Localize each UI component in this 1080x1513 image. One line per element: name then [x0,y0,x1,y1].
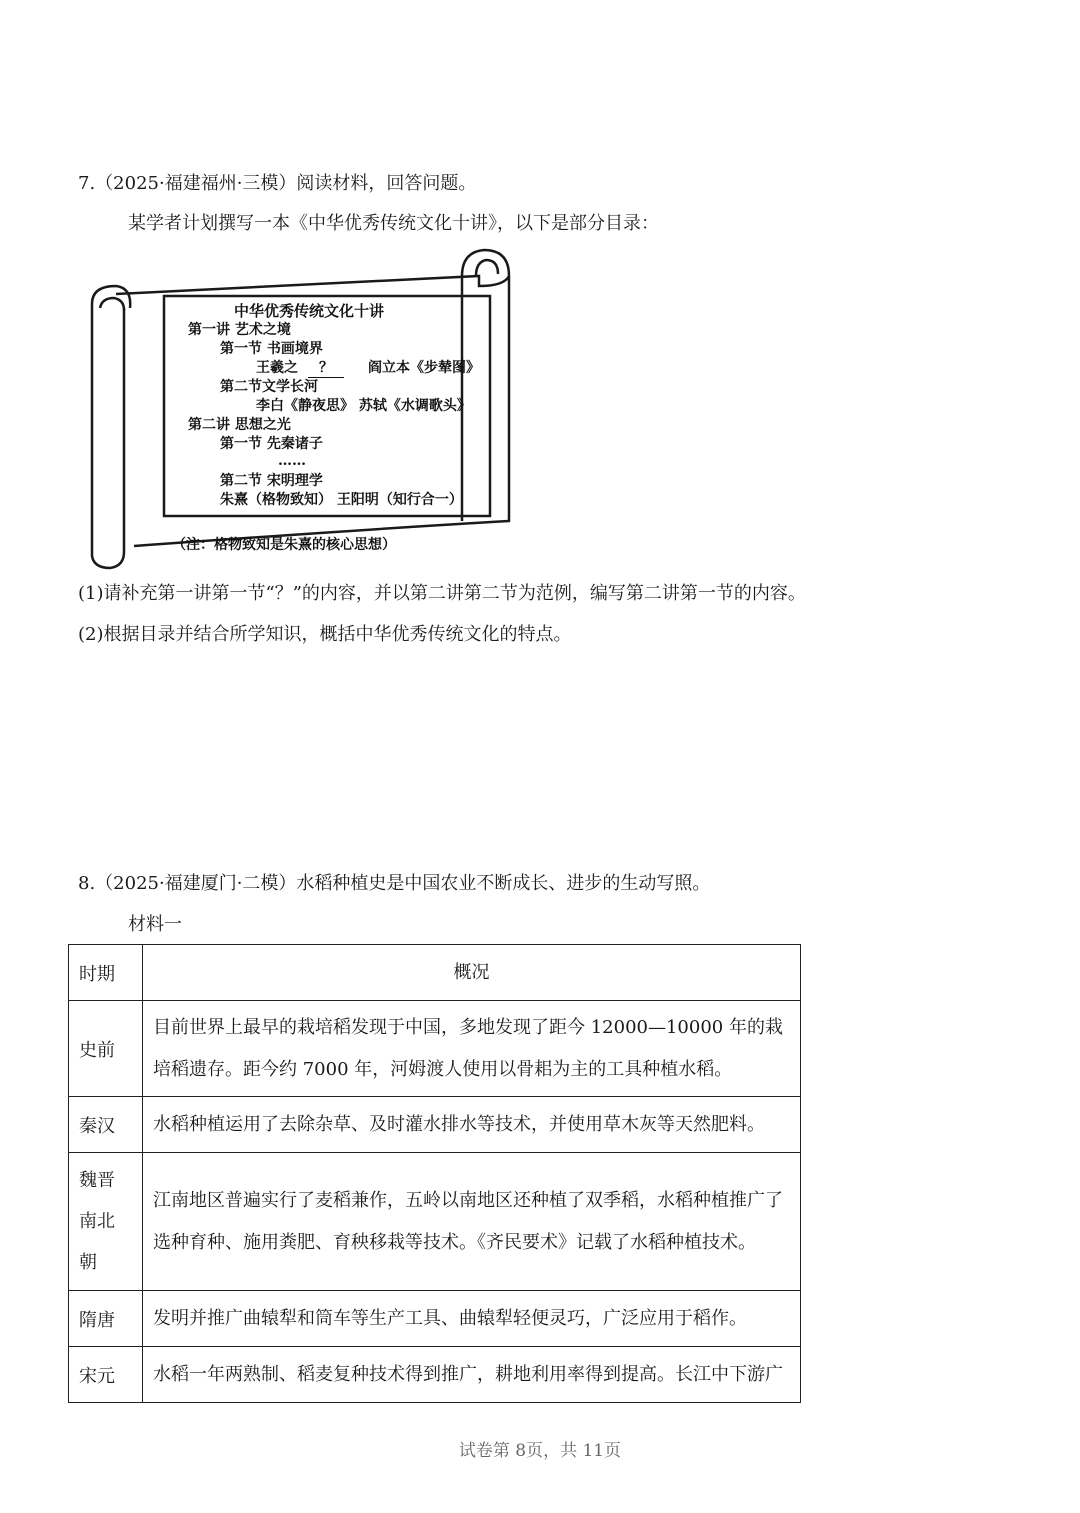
yan-liben-work: 阎立本《步辇图》 [368,360,480,376]
row-period: 秦汉 [69,1097,143,1153]
row-period: 隋唐 [69,1291,143,1347]
row-description: 目前世界上最早的栽培稻发现于中国，多地发现了距今 12000—10000 年的栽培稻遗存。距今约 7000 年，河姆渡人使用以骨耜为主的工具种植水稻。 [143,1001,801,1097]
lecture-1: 第一讲 艺术之境 [188,322,291,338]
row-period: 魏晋南北朝 [69,1153,143,1291]
table-row [69,1001,801,1097]
literature-works: 李白《静夜思》 苏轼《水调歌头》 [256,398,471,414]
row-description: 水稻一年两熟制、稻麦复种技术得到推广，耕地利用率得到提高。长江中下游广 [143,1347,801,1403]
q7-subquestion-1: (1)请补充第一讲第一节“？”的内容，并以第二讲第二节为范例，编写第二讲第一节的内容。 [78,583,806,604]
lecture-2-section-1: 第一节 先秦诸子 [220,436,323,452]
lecture-1-section-1: 第一节 书画境界 [220,341,323,357]
lecture-1-section-2: 第二节文学长河 [220,379,318,395]
table-row [69,1347,801,1403]
header-description: 概况 [143,945,801,1001]
lecture-2: 第二讲 思想之光 [188,417,291,433]
row-description: 江南地区普遍实行了麦稻兼作，五岭以南地区还种植了双季稻，水稻种植推广了选种育种、施用粪肥、育秧移栽等技术。《齐民要术》记载了水稻种植技术。 [143,1153,801,1291]
row-description: 水稻种植运用了去除杂草、及时灌水排水等技术，并使用草木灰等天然肥料。 [143,1097,801,1153]
table-row [69,1153,801,1291]
page-footer: 试卷第 8页，共 11页 [458,1441,622,1461]
rice-history-table [68,944,801,1403]
table-header-row [69,945,801,1001]
table-of-contents-scroll [84,246,514,572]
scroll-note: （注：格物致知是朱熹的核心思想） [172,537,396,553]
row-period: 史前 [69,1001,143,1097]
row-period: 宋元 [69,1347,143,1403]
row-description: 发明并推广曲辕犁和筒车等生产工具、曲辕犁轻便灵巧，广泛应用于稻作。 [143,1291,801,1347]
header-period: 时期 [69,945,143,1001]
table-row [69,1291,801,1347]
scroll-title: 中华优秀传统文化十讲 [234,302,385,320]
table-row [69,1097,801,1153]
neo-confucian-thinkers: 朱熹（格物致知） 王阳明（知行合一） [220,492,463,508]
lecture-2-section-2: 第二节 宋明理学 [220,473,323,489]
q7-intro: 某学者计划撰写一本《中华优秀传统文化十讲》，以下是部分目录： [128,213,659,234]
material-1-label: 材料一 [128,914,182,935]
q7-stem: 7.（2025·福建福州·三模）阅读材料，回答问题。 [78,173,477,194]
blank-question-mark: ？ [308,359,344,378]
q8-stem: 8.（2025·福建厦门·二模）水稻种植史是中国农业不断成长、进步的生动写照。 [78,873,711,894]
wang-xizhi: 王羲之 [256,360,298,376]
q7-subquestion-2: (2)根据目录并结合所学知识，概括中华优秀传统文化的特点。 [78,624,572,645]
ellipsis: …… [278,453,306,469]
